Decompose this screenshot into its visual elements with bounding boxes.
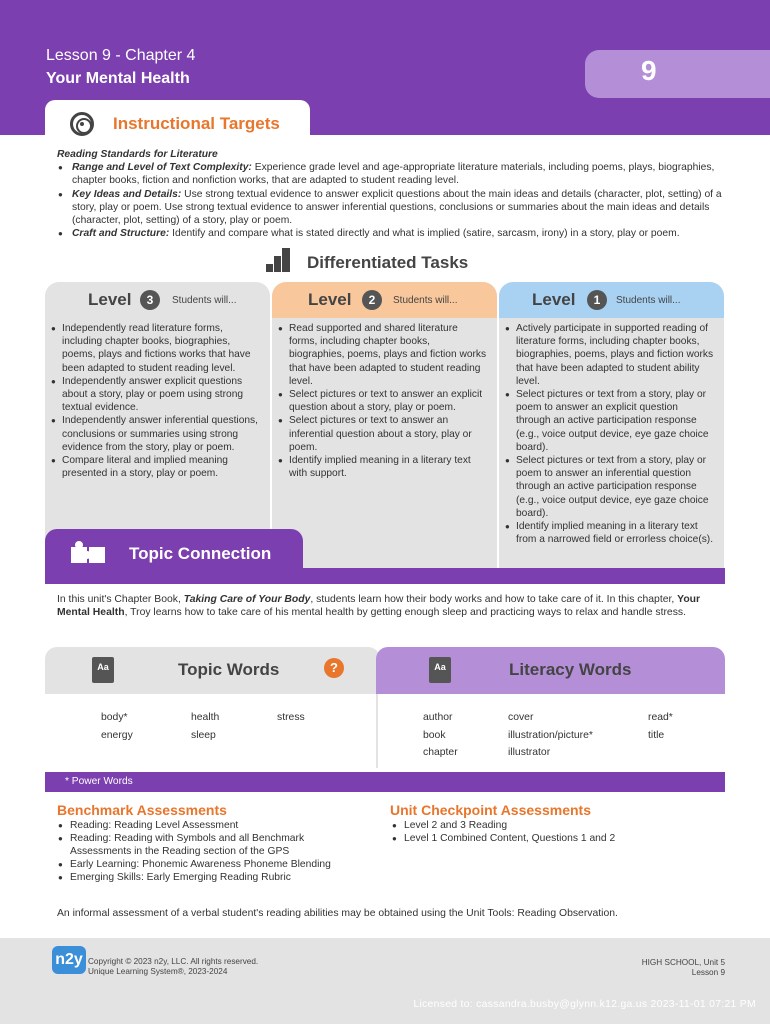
literacy-word: book <box>423 730 446 741</box>
chapter-title: Your Mental Health <box>46 70 190 87</box>
standard-item <box>57 188 725 228</box>
question-icon[interactable]: ? <box>324 658 344 678</box>
task-item: ● Actively participate in supported reading of literature forms, including chapter books, biographies, poems, plays and fiction works that have been adapted to student ability level. <box>505 322 715 388</box>
unit-label: HIGH SCHOOL, Unit 5 <box>641 958 725 967</box>
literacy-word: cover <box>508 712 534 723</box>
task-item: ● Independently answer inferential questions, conclusions or summaries using strong evidence from the story, play or poem. <box>51 414 261 454</box>
topic-connection-title: Topic Connection <box>129 544 272 563</box>
lesson-label: Lesson 9 <box>691 968 725 977</box>
standards-list <box>57 161 725 240</box>
students-will-label: Students will... <box>172 295 237 306</box>
literacy-word: illustration/picture* <box>508 730 593 741</box>
literacy-word: chapter <box>423 747 458 758</box>
book-icon <box>92 657 114 683</box>
lesson-number-badge <box>585 50 770 98</box>
benchmark-assessments-list <box>57 819 347 884</box>
instructional-targets-tab <box>45 100 310 150</box>
standard-text: Experience grade level and age-appropriate literature materials, including poems, plays, biographies, chapter books, fiction and nonfiction works, that are adapted to student reading level. <box>72 162 715 187</box>
level-number: 1 <box>587 290 607 310</box>
task-item: ● Independently answer explicit questions about a story, play or poem using strong textual evidence. <box>51 375 261 415</box>
level-2-column <box>272 282 497 582</box>
level-3-tasks <box>51 322 261 480</box>
topic-words-bar <box>45 688 376 694</box>
task-item: ● Select pictures or text from a story, play or poem to answer an explicit question through an active participation response (e.g., voice output device, eye gaze choice board). <box>505 388 715 454</box>
students-will-label: Students will... <box>393 295 458 306</box>
page-footer <box>0 938 770 1024</box>
task-item: ● Compare literal and implied meaning presented in a story, play or poem. <box>51 454 261 480</box>
target-icon <box>70 112 94 136</box>
standard-term: Key Ideas and Details: <box>72 188 182 200</box>
level-number: 3 <box>140 290 160 310</box>
license-watermark: Licensed to: cassandra.busby@glynn.k12.ga.us 2023-11-01 07:21 PM <box>413 999 756 1010</box>
topic-connection-text <box>57 593 722 620</box>
puzzle-icon <box>71 541 105 563</box>
standard-text: Use strong textual evidence to answer explicit questions about the main ideas and details (character, plot, setting) of a story, play or poem. Use strong textual evidence to answer inferential questions, conclusions or summaries about the main ideas and details (character, plot, setting) of a story, play or poem. <box>72 188 722 227</box>
task-item: ● Select pictures or text to answer an inferential question about a story, play or poem. <box>278 414 488 454</box>
level-label: Level <box>532 290 576 309</box>
standard-item <box>57 161 725 187</box>
n2y-logo: n2y <box>52 946 86 974</box>
lesson-line: Lesson 9 - Chapter 4 <box>46 47 196 64</box>
standard-item <box>57 227 725 240</box>
book-icon-label: Aa <box>97 662 109 672</box>
topic-words-tab <box>45 647 380 691</box>
copyright-text: Copyright © 2023 n2y, LLC. All rights reserved. <box>88 957 259 966</box>
task-item: ● Select pictures or text from a story, play or poem to answer an inferential question through an active participation response (e.g., voice output device, eye gaze choice board). <box>505 454 715 520</box>
topic-word: health <box>191 712 220 723</box>
unit-checkpoint-list <box>391 819 711 845</box>
chapter-book-title: Taking Care of Your Body <box>183 594 311 605</box>
topic-word: sleep <box>191 730 216 741</box>
literacy-words-title: Literacy Words <box>509 660 632 679</box>
literacy-word: read* <box>648 712 673 723</box>
topic-text-part: , students learn how their body works and how to take care of it. In this chapter, <box>310 594 678 605</box>
topic-text-part: , Troy learns how to take care of his mental health by getting enough sleep and practicing ways to relax and handle stress. <box>124 607 686 619</box>
level-3-header <box>45 282 270 318</box>
book-icon-label: Aa <box>434 662 446 672</box>
students-will-label: Students will... <box>616 295 681 306</box>
topic-words-title: Topic Words <box>178 660 280 679</box>
chapter-name: Your Mental Health <box>57 594 701 619</box>
literacy-words-bar <box>376 688 725 694</box>
literacy-word: author <box>423 712 453 723</box>
power-words-bar <box>45 772 725 792</box>
assessment-item: ● Reading: Reading with Symbols and all Benchmark Assessments in the Reading section of the GPS <box>57 832 347 858</box>
topic-word: stress <box>277 712 305 723</box>
system-text: Unique Learning System®, 2023-2024 <box>88 967 228 976</box>
assessment-item: ● Emerging Skills: Early Emerging Reading Rubric <box>57 871 347 884</box>
reading-standards <box>57 148 725 240</box>
differentiated-tasks-title: Differentiated Tasks <box>307 253 469 272</box>
level-number: 2 <box>362 290 382 310</box>
assessment-item: ● Early Learning: Phonemic Awareness Phoneme Blending <box>57 858 347 871</box>
literacy-words-tab <box>376 647 725 691</box>
unit-checkpoint-title: Unit Checkpoint Assessments <box>390 802 591 818</box>
steps-icon <box>266 248 290 272</box>
instructional-targets-title: Instructional Targets <box>113 114 280 133</box>
level-2-tasks <box>278 322 488 480</box>
assessment-item: ● Level 2 and 3 Reading <box>391 819 711 832</box>
literacy-word: title <box>648 730 665 741</box>
topic-word: body* <box>101 712 128 723</box>
standard-text: Identify and compare what is stated directly and what is implied (satire, sarcasm, irony) in a story, play or poem. <box>169 228 680 240</box>
words-divider <box>376 694 378 768</box>
lesson-number: 9 <box>641 55 657 86</box>
topic-text-part: In this unit's Chapter Book, <box>57 594 184 605</box>
informal-assessment-note: An informal assessment of a verbal student's reading abilities may be obtained using the Unit Tools: Reading Observation. <box>57 908 618 919</box>
level-label: Level <box>88 290 132 309</box>
standards-heading: Reading Standards for Literature <box>57 149 218 160</box>
literacy-word: illustrator <box>508 747 551 758</box>
level-2-header <box>272 282 497 318</box>
level-1-header <box>499 282 724 318</box>
assessment-item: ● Level 1 Combined Content, Questions 1 and 2 <box>391 832 711 845</box>
power-words-note: * Power Words <box>65 776 133 787</box>
level-label: Level <box>308 290 352 309</box>
level-1-tasks <box>505 322 715 546</box>
page-header <box>0 0 770 135</box>
standard-term: Craft and Structure: <box>72 228 170 240</box>
task-item: ● Identify implied meaning in a literary text from a narrowed field or errorless choice(s). <box>505 520 715 546</box>
benchmark-assessments-title: Benchmark Assessments <box>57 802 227 818</box>
standard-term: Range and Level of Text Complexity: <box>72 162 252 174</box>
task-item: ● Read supported and shared literature forms, including chapter books, biographies, poems, plays and fiction works that have been adapted to student reading level. <box>278 322 488 388</box>
task-item: ● Identify implied meaning in a literary text with support. <box>278 454 488 480</box>
level-1-column <box>499 282 724 582</box>
task-item: ● Independently read literature forms, including chapter books, biographies, poems, plays and fictions works that have been adapted to student reading level. <box>51 322 261 375</box>
book-icon <box>429 657 451 683</box>
topic-word: energy <box>101 730 133 741</box>
assessment-item: ● Reading: Reading Level Assessment <box>57 819 347 832</box>
topic-connection-tab <box>45 529 303 577</box>
task-item: ● Select pictures or text to answer an explicit question about a story, play or poem. <box>278 388 488 414</box>
